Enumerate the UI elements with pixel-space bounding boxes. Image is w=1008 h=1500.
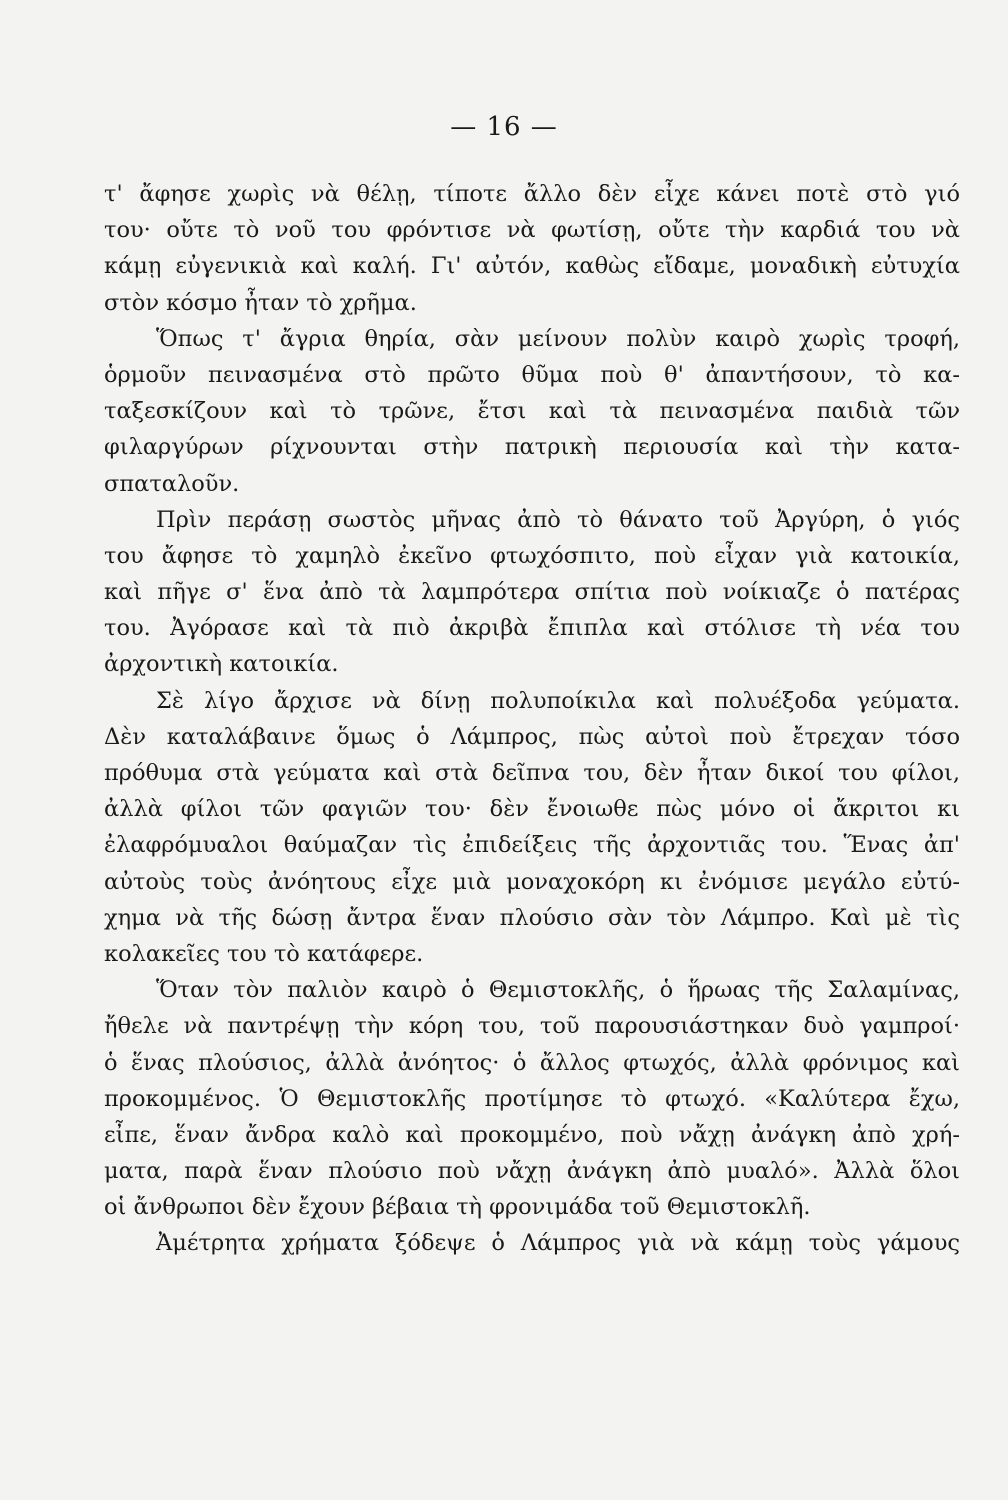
paragraph xyxy=(104,1225,960,1261)
text-line: τ' ἄφησε χωρὶς νὰ θέλῃ, τίποτε ἄλλο δὲν εἶχε κάνει ποτὲ στὸ γιό xyxy=(104,181,960,207)
text-line: του. Ἀγόρασε καὶ τὰ πιὸ ἀκριβὰ ἔπιπλα καὶ στόλισε τὴ νέα του xyxy=(104,615,960,642)
text-line: Ἀμέτρητα χρήματα ξόδεψε ὁ Λάμπρος γιὰ νὰ κάμῃ τοὺς γάμους xyxy=(156,1230,960,1257)
text-line: σπαταλοῦν. xyxy=(104,470,240,497)
text-line: εἶπε, ἕναν ἄνδρα καλὸ καὶ προκομμένο, ποὺ νἄχῃ ἀνάγκη ἀπὸ χρή- xyxy=(104,1121,960,1148)
text-line: στὸν κόσμο ἦταν τὸ χρῆμα. xyxy=(104,289,417,316)
text-line: του· οὔτε τὸ νοῦ του φρόντισε νὰ φωτίσῃ, οὔτε τὴν καρδιά του νὰ xyxy=(104,217,960,244)
text-line: προκομμένος. Ὁ Θεμιστοκλῆς προτίμησε τὸ φτωχό. «Καλύτερα ἔχω, xyxy=(104,1085,960,1112)
paragraph xyxy=(104,683,960,973)
text-line: ἐλαφρόμυαλοι θαύμαζαν τὶς ἐπιδείξεις τῆς ἀρχοντιᾶς του. Ἕνας ἀπ' xyxy=(104,832,960,859)
text-line: ὁ ἕνας πλούσιος, ἀλλὰ ἀνόητος· ὁ ἄλλος φτωχός, ἀλλὰ φρόνιμος καὶ xyxy=(104,1049,960,1076)
page-number: — 16 — xyxy=(450,112,558,142)
paragraph xyxy=(104,972,960,1225)
text-line: Σὲ λίγο ἄρχισε νὰ δίνῃ πολυποίκιλα καὶ πολυέξοδα γεύματα. xyxy=(156,687,960,714)
text-line: κολακεῖες του τὸ κατάφερε. xyxy=(104,940,424,967)
text-line: οἱ ἄνθρωποι δὲν ἔχουν βέβαια τὴ φρονιμάδα τοῦ Θεμιστοκλῆ. xyxy=(104,1194,811,1221)
text-line: ματα, παρὰ ἕναν πλούσιο ποὺ νἄχῃ ἀνάγκη ἀπὸ μυαλό». Ἀλλὰ ὅλοι xyxy=(104,1158,960,1185)
text-line: πρόθυμα στὰ γεύματα καὶ στὰ δεῖπνα του, δὲν ἦταν δικοί του φίλοι, xyxy=(104,760,960,786)
text-line: Ὅπως τ' ἄγρια θηρία, σὰν μείνουν πολὺν καιρὸ χωρὶς τροφή, xyxy=(156,325,960,352)
text-line: του ἄφησε τὸ χαμηλὸ ἐκεῖνο φτωχόσπιτο, ποὺ εἶχαν γιὰ κατοικία, xyxy=(104,542,960,569)
text-line: Ὅταν τὸν παλιὸν καιρὸ ὁ Θεμιστοκλῆς, ὁ ἥρωας τῆς Σαλαμίνας, xyxy=(156,977,960,1004)
text-line: ἀλλὰ φίλοι τῶν φαγιῶν του· δὲν ἔνοιωθε πὼς μόνο οἱ ἄκριτοι κι xyxy=(104,796,960,823)
paragraph xyxy=(104,502,960,683)
body-text xyxy=(104,176,960,1262)
text-line: ὁρμοῦν πεινασμένα στὸ πρῶτο θῦμα ποὺ θ' ἀπαντήσουν, τὸ κα- xyxy=(104,361,960,388)
text-line: χημα νὰ τῆς δώσῃ ἄντρα ἕναν πλούσιο σὰν τὸν Λάμπρο. Καὶ μὲ τὶς xyxy=(104,904,960,931)
paragraph xyxy=(104,321,960,502)
text-line: αὐτοὺς τοὺς ἀνόητους εἶχε μιὰ μοναχοκόρη κι ἐνόμισε μεγάλο εὐτύ- xyxy=(104,868,960,895)
text-line: ἀρχοντικὴ κατοικία. xyxy=(104,651,339,678)
text-line: ταξεσκίζουν καὶ τὸ τρῶνε, ἔτσι καὶ τὰ πεινασμένα παιδιὰ τῶν xyxy=(104,398,960,425)
text-line: κάμῃ εὐγενικιὰ καὶ καλή. Γι' αὐτόν, καθὼς εἴδαμε, μοναδικὴ εὐτυχία xyxy=(104,253,960,280)
text-line: Δὲν καταλάβαινε ὅμως ὁ Λάμπρος, πὼς αὐτοὶ ποὺ ἔτρεχαν τόσο xyxy=(104,723,960,750)
paragraph xyxy=(104,176,960,321)
text-line: καὶ πῆγε σ' ἕνα ἀπὸ τὰ λαμπρότερα σπίτια ποὺ νοίκιαζε ὁ πατέρας xyxy=(104,579,960,606)
text-line: φιλαργύρων ρίχνουνται στὴν πατρικὴ περιουσία καὶ τὴν κατα- xyxy=(104,434,960,461)
text-line: Πρὶν περάσῃ σωστὸς μῆνας ἀπὸ τὸ θάνατο τοῦ Ἀργύρη, ὁ γιός xyxy=(156,506,960,533)
text-line: ἤθελε νὰ παντρέψῃ τὴν κόρη του, τοῦ παρουσιάστηκαν δυὸ γαμπροί· xyxy=(104,1013,960,1040)
